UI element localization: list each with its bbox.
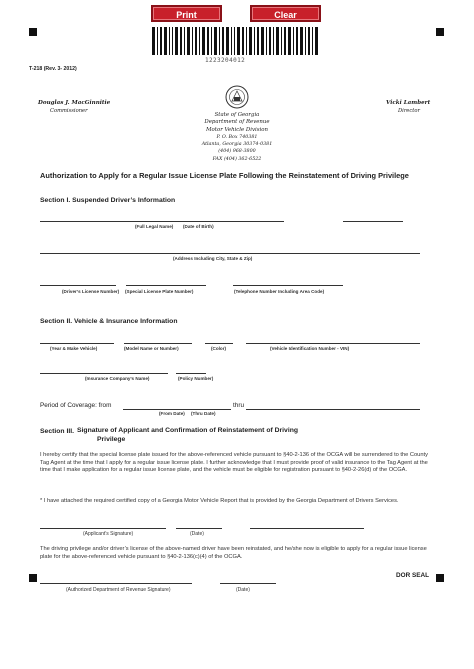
special-plate-field[interactable] [126, 285, 206, 286]
state-seal-icon [225, 85, 249, 109]
agency-address-block [196, 112, 278, 163]
dor-seal-label: DOR SEAL [396, 572, 430, 579]
full-name-label: (Full Legal Name) [135, 224, 174, 229]
reinstatement-text: The driving privilege and/or driver’s license of the above-named driver have been reinstated, and he/she now is eligible to apply for a regular issue license plate for the above-referenced vehicle pursuant to §40-2-136(c)(4) of the OCGA. [40, 546, 427, 560]
form-id: T-218 (Rev. 3- 2012) [29, 66, 77, 72]
license-number-field[interactable] [40, 285, 116, 286]
dob-field[interactable] [343, 221, 403, 222]
agency-line: (404) 968-3800 [218, 149, 256, 155]
director-name: Vicki Lambert [386, 100, 431, 106]
color-label: (Color) [211, 346, 227, 351]
extra-field[interactable] [250, 528, 364, 529]
certification-text: I hereby certify that the special license plate issued for the above-referenced vehicle pursuant to §40-2-136 of the OCGA will be surrendered to the County Tag Agent at the time that I apply for a regular issue license plate. I further acknowledge that I must provide proof of valid insurance to the Tag Agent at the time that I make application for a regular issue license plate, and the vehicle must be eligible for registration pursuant to §40-2-26(d) of the OCGA. [40, 452, 428, 474]
dept-signature-field[interactable] [40, 583, 192, 584]
applicant-signature-label: (Applicant’s Signature) [83, 531, 134, 537]
dob-label: (Date of Birth) [183, 224, 214, 229]
telephone-label: (Telephone Number Including Area Code) [234, 289, 325, 294]
vin-field[interactable] [246, 343, 420, 344]
director-title: Director [398, 108, 420, 114]
agency-line: State of Georgia [214, 112, 260, 118]
coverage-thru-field[interactable] [246, 409, 420, 410]
thru-label: thru [233, 402, 245, 409]
agency-line: Department of Revenue [204, 119, 270, 126]
commissioner-title: Commissioner [50, 108, 88, 114]
section-1-heading: Section I. Suspended Driver’s Information [40, 197, 176, 204]
license-number-label: (Driver’s License Number) [62, 289, 120, 294]
agency-line: P. O. Box 740381 [216, 134, 258, 140]
barcode [152, 27, 320, 55]
applicant-date-label: (Date) [190, 531, 204, 537]
model-field[interactable] [124, 343, 192, 344]
section-3-heading-title: Signature of Applicant and Confirmation of Reinstatement of Driving [77, 427, 299, 434]
address-label: (Address Including City, State & Zip) [173, 256, 253, 261]
policy-number-label: (Policy Number) [178, 376, 214, 381]
year-make-field[interactable] [40, 343, 114, 344]
registration-mark-bottom-left [29, 574, 37, 582]
from-date-label: (From Date) [159, 411, 185, 416]
applicant-date-field[interactable] [176, 528, 222, 529]
agency-line: FAX (404) 362-6522 [212, 156, 262, 162]
address-field[interactable] [40, 253, 420, 254]
full-name-field[interactable] [40, 221, 284, 222]
vin-label: (Vehicle Identification Number - VIN) [270, 346, 350, 351]
print-button[interactable]: Print [151, 5, 222, 22]
coverage-label: Period of Coverage: from [40, 402, 112, 409]
section-2-heading: Section II. Vehicle & Insurance Information [40, 318, 178, 325]
agency-line: Atlanta, Georgia 30374-0381 [201, 142, 273, 148]
agency-line: Motor Vehicle Division [206, 126, 268, 133]
applicant-signature-field[interactable] [40, 528, 166, 529]
registration-mark-top-left [29, 28, 37, 36]
commissioner-name: Douglas J. MacGinnitie [38, 100, 111, 106]
section-3-heading-number: Section III. [40, 428, 74, 435]
registration-mark-top-right [436, 28, 444, 36]
attachment-text: * I have attached the required certified copy of a Georgia Motor Vehicle Report that is provided by the Georgia Department of Drivers Services. [40, 498, 399, 504]
insurance-company-field[interactable] [40, 373, 168, 374]
registration-mark-bottom-right [436, 574, 444, 582]
dept-date-field[interactable] [220, 583, 276, 584]
section-3-heading-title-cont: Privilege [97, 436, 126, 443]
special-plate-label: (Special License Plate Number) [125, 289, 194, 294]
color-field[interactable] [205, 343, 233, 344]
model-label: (Model Name or Number) [124, 346, 179, 351]
barcode-number: 1223204012 [205, 57, 246, 64]
policy-number-field[interactable] [176, 373, 206, 374]
dept-date-label: (Date) [236, 587, 250, 593]
year-make-label: (Year & Make Vehicle) [50, 346, 98, 351]
telephone-field[interactable] [233, 285, 343, 286]
thru-date-label: (Thru Date) [191, 411, 216, 416]
coverage-from-field[interactable] [123, 409, 231, 410]
dept-signature-label: (Authorized Department of Revenue Signature) [66, 587, 171, 593]
insurance-company-label: (Insurance Company’s Name) [85, 376, 150, 381]
clear-button[interactable]: Clear [250, 5, 321, 22]
form-title: Authorization to Apply for a Regular Issue License Plate Following the Reinstatement of Driving Privilege [40, 171, 409, 180]
